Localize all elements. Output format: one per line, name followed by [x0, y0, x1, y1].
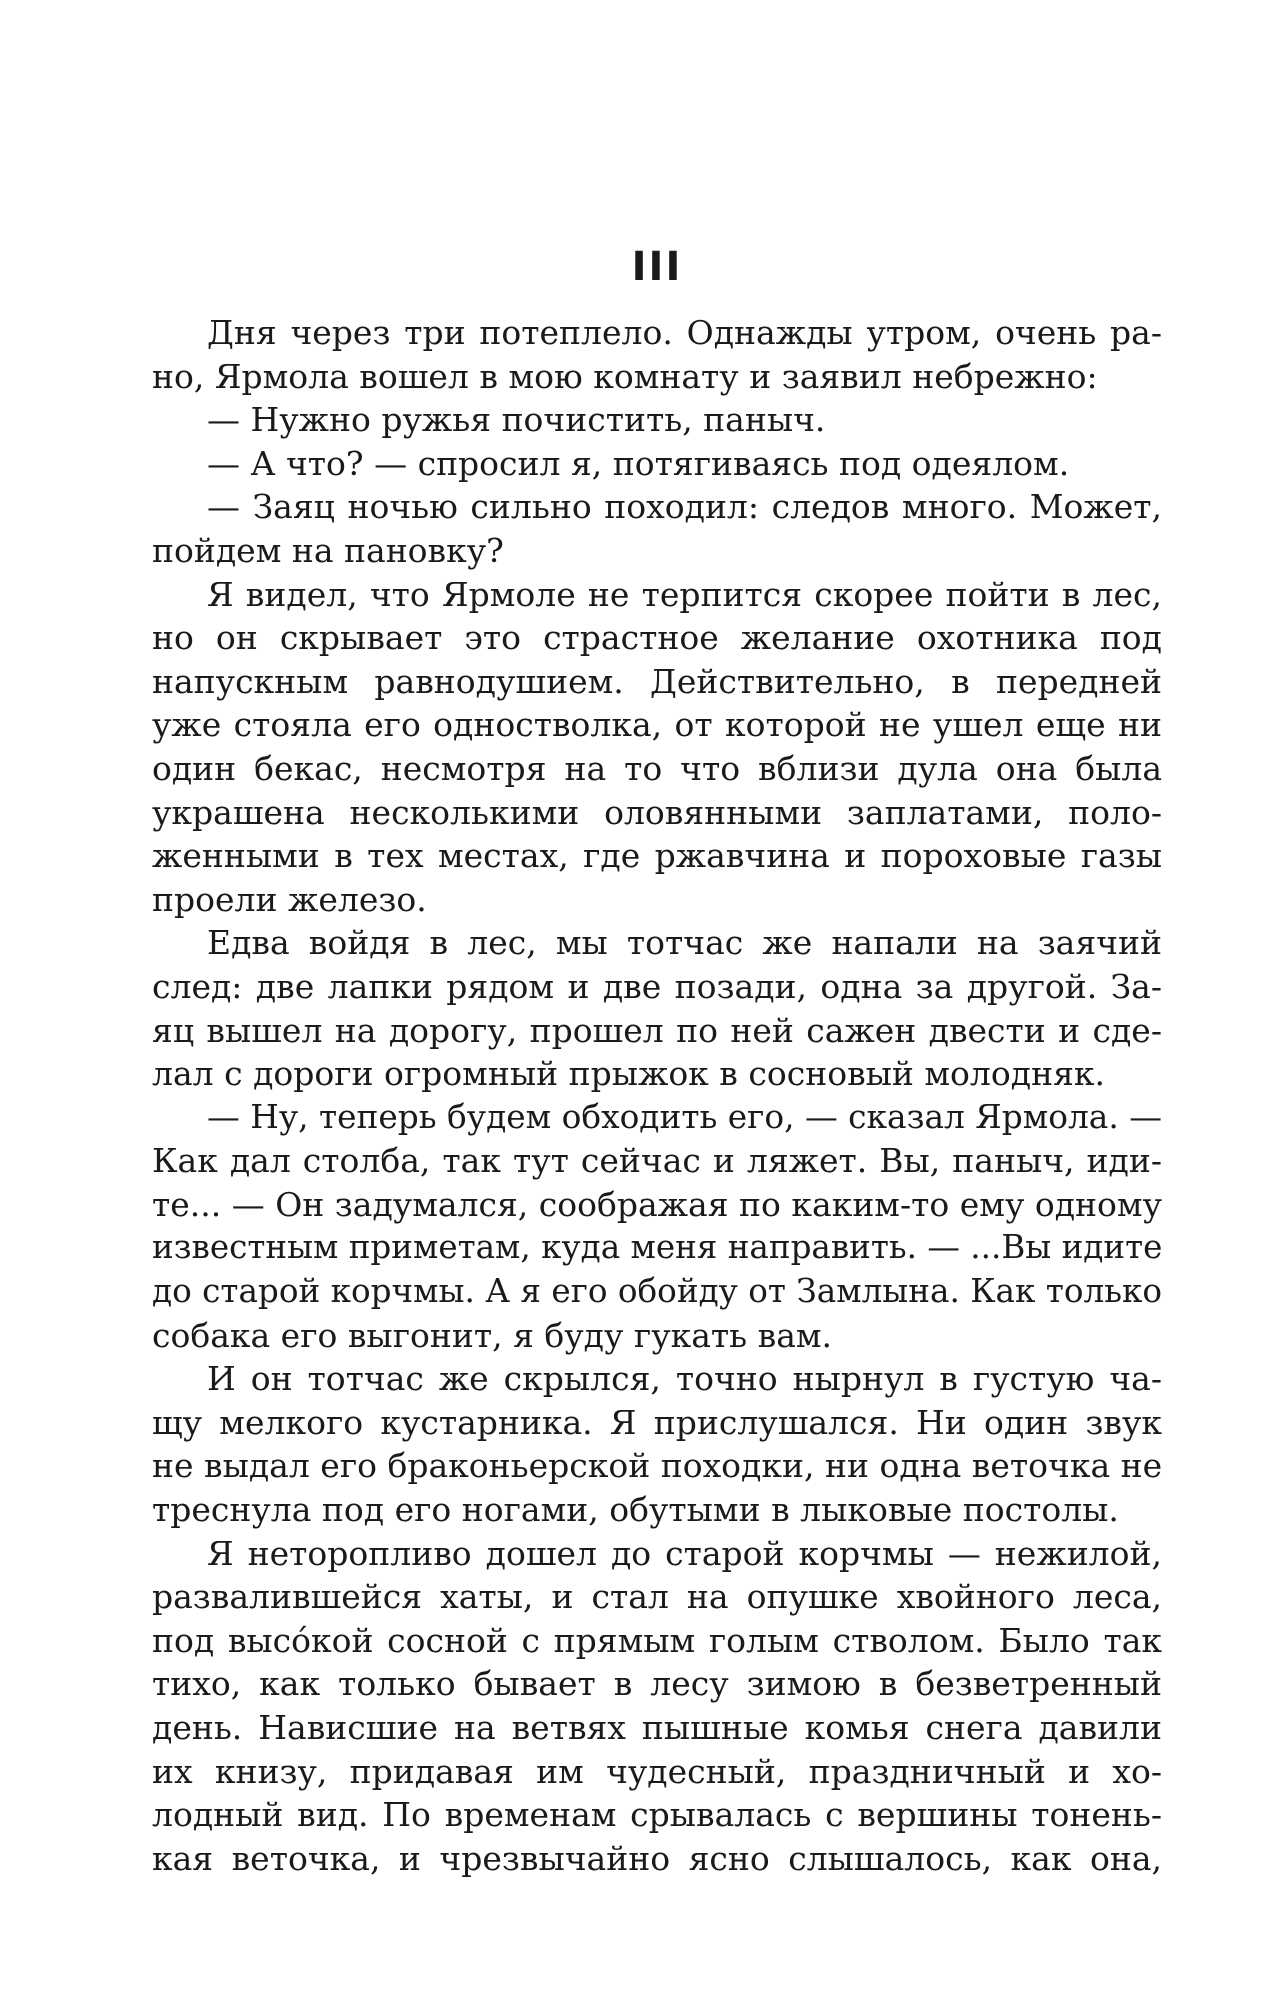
text-line: щу мелкого кустарника. Я прислушался. Ни один звук	[152, 1402, 1162, 1442]
text-line: Дня через три потеплело. Однажды утром, очень ра-	[207, 313, 1162, 352]
text-line: но он скрывает это страстное желание охотника под	[152, 618, 1162, 658]
text-line: под высóкой сосной с прямым голым стволом. Было так	[152, 1620, 1162, 1660]
text-line: день. Нависшие на ветвях пышные комья снега давили	[152, 1708, 1162, 1747]
text-line: пойдем на пановку?	[152, 530, 504, 570]
text-line: до старой корчмы. А я его обойду от Замлына. Как только	[152, 1272, 1162, 1311]
text-line: их книзу, придавая им чудесный, праздничный и хо-	[152, 1751, 1162, 1791]
text-line: тихо, как только бывает в лесу зимою в безветренный	[152, 1664, 1162, 1704]
book-page	[152, 0, 1162, 2000]
chapter-text	[152, 311, 1162, 1880]
text-line: но, Ярмола вошел в мою комнату и заявил небрежно:	[152, 356, 1098, 396]
text-line: — Заяц ночью сильно походил: следов много. Может,	[207, 487, 1162, 527]
text-line: кая веточка, и чрезвычайно ясно слышалось, как она,	[152, 1838, 1162, 1878]
text-line: уже стояла его одностволка, от которой не ушел еще ни	[152, 705, 1162, 745]
text-line: — Ну, теперь будем обходить его, — сказал Ярмола. —	[207, 1097, 1162, 1136]
text-line: след: две лапки рядом и две позади, одна за другой. За-	[152, 966, 1162, 1006]
text-line: — Нужно ружья почистить, паныч.	[207, 400, 826, 440]
text-line: украшена несколькими оловянными заплатами, поло-	[152, 792, 1162, 832]
text-line: лал с дороги огромный прыжок в сосновый молодняк.	[152, 1054, 1106, 1094]
text-line: Я видел, что Ярмоле не терпится скорее пойти в лес,	[207, 574, 1162, 614]
text-line: собака его выгонит, я буду гукать вам.	[152, 1315, 833, 1355]
text-line: напускным равнодушием. Действительно, в передней	[152, 661, 1162, 701]
text-line: — А что? — спросил я, потягиваясь под одеялом.	[207, 443, 1070, 483]
text-line: Едва войдя в лес, мы тотчас же напали на заячий	[207, 923, 1162, 963]
text-line: Я неторопливо дошел до старой корчмы — нежилой,	[207, 1533, 1162, 1573]
text-line: развалившейся хаты, и стал на опушке хвойного леса,	[152, 1577, 1162, 1617]
text-line: проели железо.	[152, 879, 427, 919]
text-line: известным приметам, куда меня направить. — ...Вы идите	[152, 1228, 1163, 1267]
text-line: треснула под его ногами, обутыми в лыковые постолы.	[152, 1490, 1119, 1530]
chapter-heading: III	[631, 244, 683, 290]
text-line: И он тотчас же скрылся, точно нырнул в густую ча-	[207, 1359, 1162, 1399]
text-line: лодный вид. По временам срывалась с вершины тонень-	[152, 1795, 1162, 1835]
text-line: не выдал его браконьерской походки, ни одна веточка не	[152, 1446, 1163, 1486]
text-line: Как дал столба, так тут сейчас и ляжет. Вы, паныч, иди-	[152, 1141, 1162, 1181]
text-line: те... — Он задумался, соображая по каким-то ему одному	[152, 1184, 1162, 1224]
text-line: яц вышел на дорогу, прошел по ней сажен двести и сде-	[152, 1010, 1162, 1050]
text-line: один бекас, несмотря на то что вблизи дула она была	[152, 748, 1162, 788]
text-line: женными в тех местах, где ржавчина и пороховые газы	[152, 836, 1162, 876]
